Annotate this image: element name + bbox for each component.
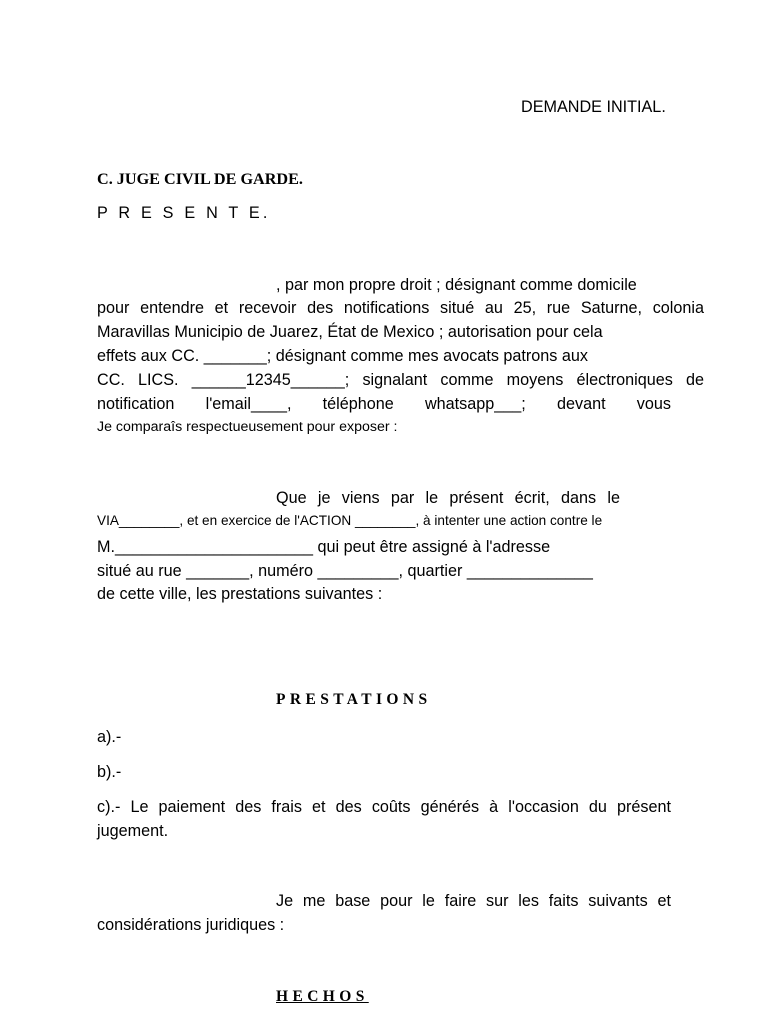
presente-label: P R E S E N T E. — [97, 204, 271, 222]
prestation-item: c).- Le paiement des frais et des coûts générés à l'occasion du présent — [97, 798, 671, 816]
hechos-title: HECHOS — [276, 988, 369, 1005]
addressee: C. JUGE CIVIL DE GARDE. — [97, 170, 303, 188]
prestations-title: PRESTATIONS — [276, 691, 432, 708]
action-line: de cette ville, les prestations suivantes : — [97, 585, 383, 603]
action-line: M.______________________ qui peut être assigné à l'adresse — [97, 538, 551, 556]
base-line: Je me base pour le faire sur les faits suivants et — [276, 892, 671, 910]
prestation-item: a).- — [97, 728, 122, 746]
intro-line: , par mon propre droit ; désignant comme domicile — [276, 276, 637, 294]
intro-line: CC. LICS. ______12345______; signalant comme moyens électroniques de — [97, 371, 704, 389]
document-heading: DEMANDE INITIAL. — [521, 98, 666, 116]
intro-line: pour entendre et recevoir des notifications situé au 25, rue Saturne, colonia — [97, 299, 704, 317]
action-line: situé au rue _______, numéro _________, quartier ______________ — [97, 562, 593, 580]
intro-line: effets aux CC. _______; désignant comme mes avocats patrons aux — [97, 347, 588, 365]
intro-line: Je comparaîs respectueusement pour exposer : — [97, 419, 398, 435]
intro-line: Maravillas Municipio de Juarez, État de Mexico ; autorisation pour cela — [97, 323, 603, 341]
intro-line: notification l'email____, téléphone whatsapp___; devant vous — [97, 395, 671, 413]
action-line: Que je viens par le présent écrit, dans le — [276, 489, 620, 507]
prestation-item: b).- — [97, 763, 122, 781]
action-line: VIA________, et en exercice de l'ACTION ________, à intenter une action contre le — [97, 513, 603, 528]
base-line: considérations juridiques : — [97, 916, 285, 934]
prestation-item: jugement. — [97, 822, 169, 840]
